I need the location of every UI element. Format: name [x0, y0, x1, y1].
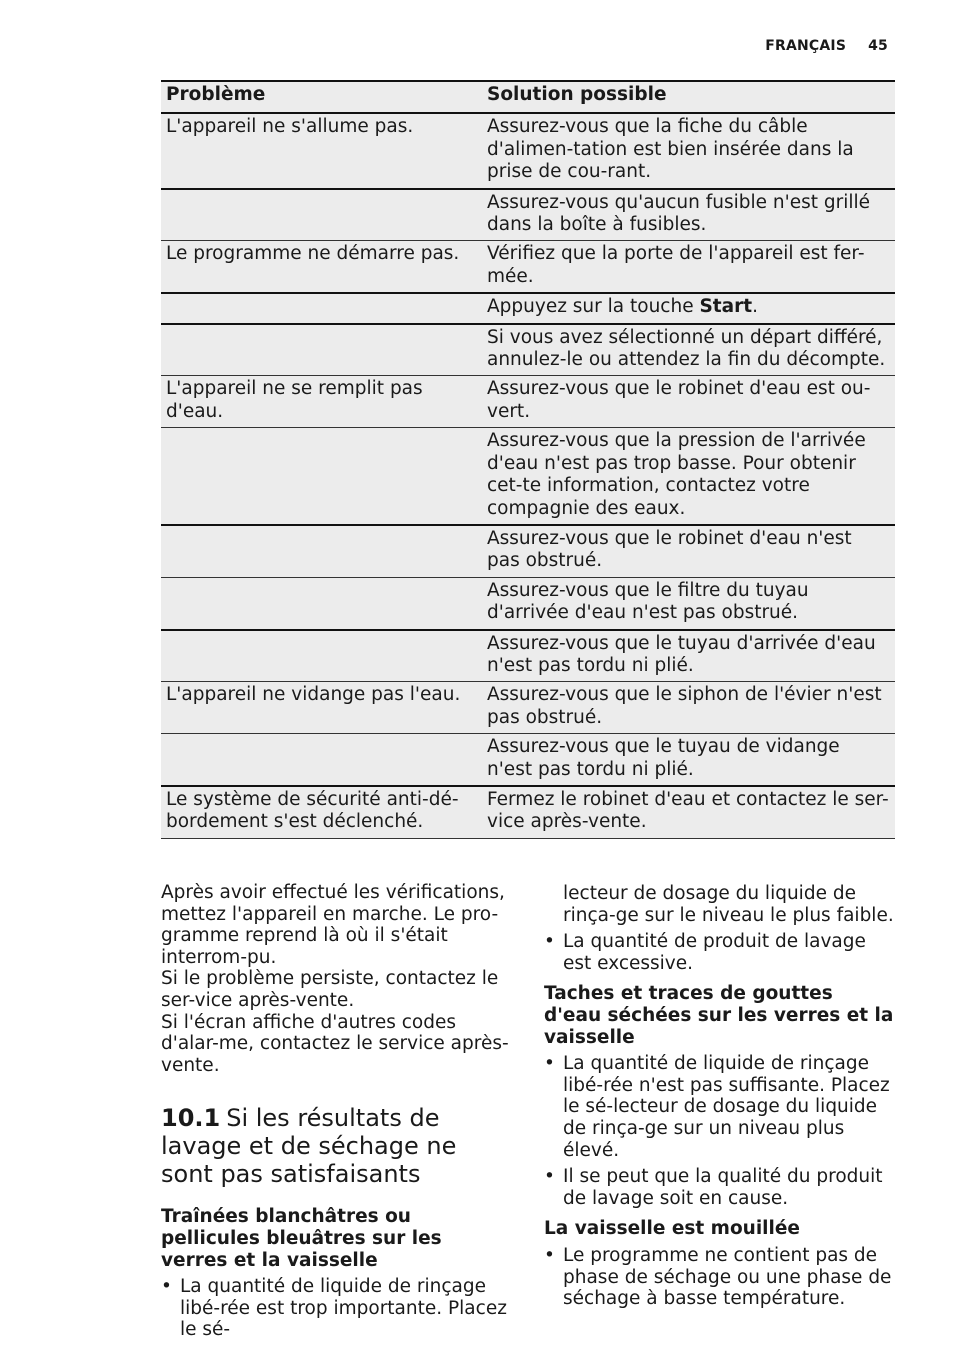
paragraph: Après avoir effectué les vérifications, mettez l'appareil en marche. Le pro-gramme reprend là où il s'était interrom-pu. [161, 882, 505, 968]
page-number: 45 [868, 38, 888, 54]
list-item-continuation: lecteur de dosage du liquide de rinça-ge sur le niveau le plus faible. [563, 883, 894, 926]
problem-cell: L'appareil ne se remplit pas d'eau. [161, 376, 474, 428]
solution-cell: Assurez-vous que le tuyau de vidange n'est pas tordu ni plié. [474, 734, 895, 786]
table-row [161, 734, 895, 786]
table-row [161, 428, 895, 525]
section-title: Si les résultats de lavage et de séchage ne sont pas satisfaisants [161, 1104, 457, 1189]
subheading: La vaisselle est mouillée [544, 1218, 800, 1240]
section-label: FRANÇAIS [765, 38, 847, 54]
solution-cell: Vérifiez que la porte de l'appareil est fer-mée. [474, 241, 895, 293]
bullet-list [544, 1245, 896, 1310]
problem-cell [161, 577, 474, 629]
subheading: Traînées blanchâtres ou pellicules bleuâtres sur les verres et la vaisselle [161, 1206, 442, 1271]
list-item: • Le programme ne contient pas de phase de séchage ou une phase de séchage à basse température. [544, 1245, 896, 1310]
list-item: • La quantité de liquide de rinçage libé-rée est trop importante. Placez le sé- [161, 1276, 513, 1341]
solution-cell: Assurez-vous que le filtre du tuyau d'arrivée d'eau n'est pas obstrué. [474, 577, 895, 629]
solution-cell: Assurez-vous que la pression de l'arrivée d'eau n'est pas trop basse. Pour obtenir cet-te information, contactez votre compagnie des eaux. [474, 428, 895, 525]
bullet-list [544, 931, 896, 974]
problem-cell: L'appareil ne s'allume pas. [161, 113, 474, 188]
solution-cell: Assurez-vous que la fiche du câble d'alimen-tation est bien insérée dans la prise de cou-rant. [474, 113, 895, 188]
problem-cell: L'appareil ne vidange pas l'eau. [161, 682, 474, 734]
table-row [161, 113, 895, 188]
list-item: • La quantité de liquide de rinçage libé-rée n'est pas suffisante. Placez le sé-lecteur de dosage du liquide de rinça-ge sur un niveau plus élevé. [544, 1053, 896, 1161]
paragraph: Si l'écran affiche d'autres codes d'alar-me, contactez le service après-vente. [161, 1011, 509, 1076]
table-row [161, 682, 895, 734]
problem-cell [161, 293, 474, 323]
paragraph: Si le problème persiste, contactez le ser-vice après-vente. [161, 968, 499, 1011]
solution-cell: Fermez le robinet d'eau et contactez le ser-vice après-vente. [474, 786, 895, 838]
problem-cell [161, 525, 474, 577]
section-number: 10.1 [161, 1104, 221, 1133]
troubleshooting-table [161, 80, 895, 839]
table-row [161, 324, 895, 376]
solution-text-end: . [752, 296, 758, 318]
solution-cell [474, 293, 895, 323]
list-item: • Il se peut que la qualité du produit de lavage soit en cause. [544, 1166, 896, 1209]
table-row [161, 189, 895, 241]
bullet-list [544, 1053, 896, 1209]
subheading: Taches et traces de gouttes d'eau séchées sur les verres et la vaisselle [544, 983, 894, 1048]
bullet-list [161, 1276, 513, 1341]
left-column [161, 882, 513, 1341]
page-header [765, 38, 888, 54]
table-row [161, 630, 895, 682]
problem-cell: Le système de sécurité anti-dé-bordement s'est déclenché. [161, 786, 474, 838]
table-row [161, 376, 895, 428]
list-item: • La quantité de produit de lavage est excessive. [544, 931, 896, 974]
solution-text: Appuyez sur la touche [487, 296, 700, 318]
section-heading [161, 1104, 513, 1188]
problem-cell [161, 189, 474, 241]
header-problem: Problème [161, 81, 474, 113]
problem-cell [161, 324, 474, 376]
table-header-row [161, 81, 895, 113]
start-key-label: Start [699, 296, 753, 318]
table-row [161, 577, 895, 629]
solution-cell: Assurez-vous que le robinet d'eau est ou-vert. [474, 376, 895, 428]
solution-cell: Si vous avez sélectionné un départ différé, annulez-le ou attendez la fin du décompte. [474, 324, 895, 376]
problem-cell [161, 734, 474, 786]
table-row [161, 786, 895, 838]
solution-cell: Assurez-vous qu'aucun fusible n'est grillé dans la boîte à fusibles. [474, 189, 895, 241]
solution-cell: Assurez-vous que le siphon de l'évier n'est pas obstrué. [474, 682, 895, 734]
table-row [161, 293, 895, 323]
problem-cell [161, 428, 474, 525]
right-column [544, 883, 896, 1310]
problem-cell [161, 630, 474, 682]
table-row [161, 241, 895, 293]
solution-cell: Assurez-vous que le tuyau d'arrivée d'eau n'est pas tordu ni plié. [474, 630, 895, 682]
table-row [161, 525, 895, 577]
solution-cell: Assurez-vous que le robinet d'eau n'est pas obstrué. [474, 525, 895, 577]
problem-cell: Le programme ne démarre pas. [161, 241, 474, 293]
header-solution: Solution possible [474, 81, 895, 113]
